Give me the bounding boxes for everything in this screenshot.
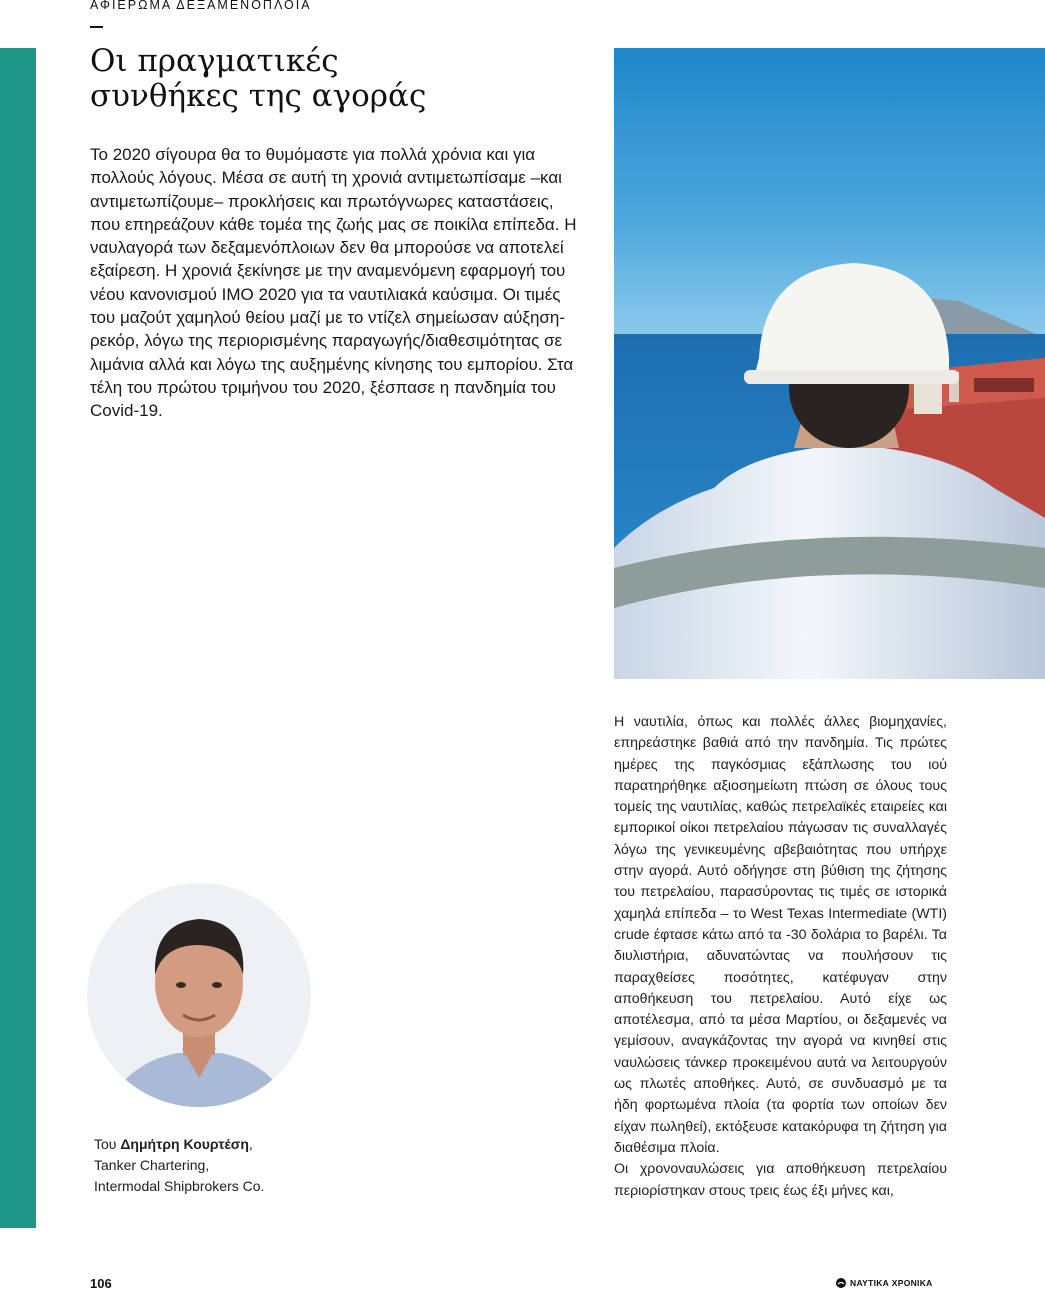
brand-name: ΝΑΥΤΙΚΑ ΧΡΟΝΙΚΑ <box>850 1278 933 1288</box>
accent-bar <box>0 48 36 1228</box>
title-line-1: Οι πραγματικές <box>90 43 339 79</box>
page-number: 106 <box>90 1276 112 1291</box>
brand-logo-icon <box>836 1278 846 1288</box>
body-column <box>614 712 947 1202</box>
title-line-2: συνθήκες της αγοράς <box>90 78 427 114</box>
section-rule <box>90 26 103 28</box>
ship-officer-photo <box>614 48 1045 679</box>
author-name: Δημήτρη Κουρτέση <box>120 1136 249 1152</box>
body-paragraph-1: Η ναυτιλία, όπως και πολλές άλλες βιομηχανίες, επηρεάστηκε βαθιά από την πανδημία. Τις πρώτες ημέρες της παγκόσμιας εξάπλωσης του ιού παρατηρήθηκε αξιοσημείωτη πτώση σε όλους τους τομείς της ναυτιλίας, καθώς πετρελαϊκές εταιρείες και εμπορικοί οίκοι πετρελαίου πάγωσαν τις συναλλαγές λόγω της γενικευμένης αβεβαιότητας που υπήρχε στην αγορά. Αυτό οδήγησε στη βύθιση της ζήτησης του πετρελαίου, παρασύροντας τις τιμές σε ιστορικά χαμηλά επίπεδα – το West Texas Intermediate (WTI) crude έφτασε κάτω από τα -30 δολάρια το βαρέλι. Τα διυλιστήρια, αδυνατώντας να πουλήσουν τις παραχθείσες ποσότητες, κατέφυγαν στην αποθήκευση του πετρελαίου. Αυτό είχε ως αποτέλεσμα, από τα μέσα Μαρτίου, οι δεξαμενές να γεμίσουν, αναγκάζοντας την αγορά να κινηθεί στις ναυλώσεις τάνκερ προκειμένου αυτά να λειτουργούν ως πλωτές αποθήκες. Αυτό, σε συνδυασμό με τα ήδη φορτωμένα πλοία (τα φορτία των οποίων δεν είχαν πωληθεί), εκτόξευσε κατακόρυφα τη ζήτηση για διαθέσιμα πλοία. <box>614 714 947 1156</box>
lead-text: Το 2020 σίγουρα θα το θυμόμαστε για πολλά χρόνια και για πολλούς λόγους. Μέσα σε αυτή τη χρονιά αντιμετωπίσαμε –και αντιμετωπίζουμε– προκλήσεις και πρωτόγνωρες καταστάσεις, που επηρεάζουν κάθε τομέα της ζωής μας σε ποικίλα επίπεδα. Η ναυλαγορά των δεξαμενόπλοιων δεν θα μπορούσε να αποτελεί εξαίρεση. Η χρονιά ξεκίνησε με την αναμενόμενη εφαρμογή του νέου κανονισμού ΙΜΟ 2020 για τα ναυτιλιακά καύσιμα. Οι τιμές του μαζούτ χαμηλού θείου μαζί με το ντίζελ σημείωσαν αύξηση-ρεκόρ, λόγω της περιορισμένης παραγωγής/διαθεσιμότητας σε λιμάνια αλλά και λόγω της αυξημένης κίνησης του εμπορίου. Στα τέλη του πρώτου τριμήνου του 2020, ξέσπασε η πανδημία του Covid-19. <box>90 145 577 421</box>
author-prefix: Του <box>94 1136 117 1152</box>
body-paragraph-2: Οι χρονοναυλώσεις για αποθήκευση πετρελαίου περιορίστηκαν στους τρεις έως έξι μήνες και, <box>614 1161 947 1199</box>
author-company: Intermodal Shipbrokers Co. <box>94 1178 265 1194</box>
publication-brand <box>836 1278 933 1288</box>
author-role: Tanker Chartering, <box>94 1157 210 1173</box>
author-caption: Του Δημήτρη Κουρτέση, Tanker Chartering, Intermodal Shipbrokers Co. <box>94 1134 344 1197</box>
author-portrait <box>87 883 311 1107</box>
section-label: ΑΦΙΕΡΩΜΑ ΔΕΞΑΜΕΝΟΠΛΟΙΑ <box>90 0 312 12</box>
article-title <box>90 44 426 114</box>
lead-paragraph <box>90 143 586 423</box>
